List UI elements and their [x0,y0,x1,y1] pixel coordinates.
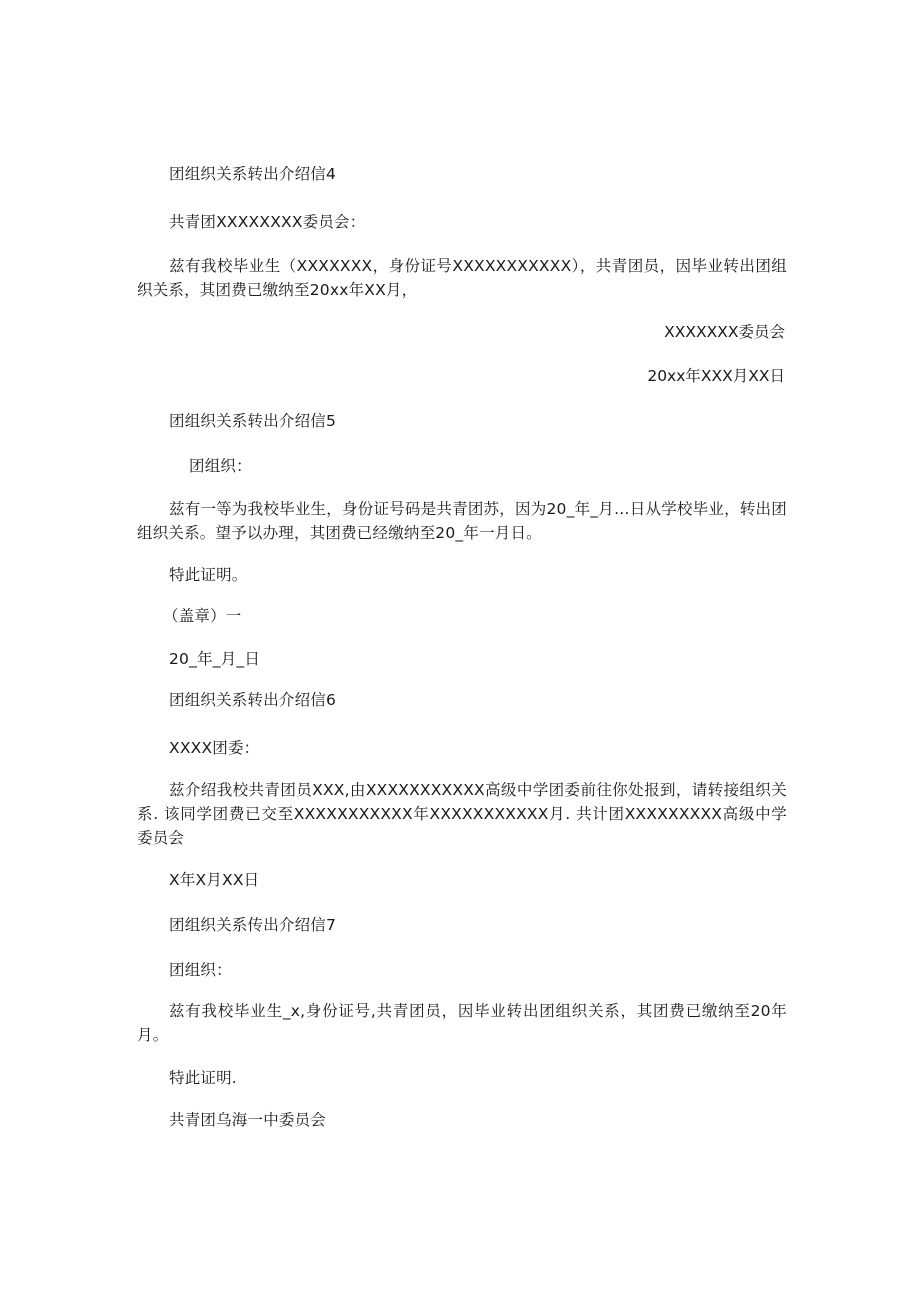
letter-7-certify: 特此证明. [169,1069,237,1087]
letter-6-body: 兹介绍我校共青团员XXX,由XXXXXXXXXXX高级中学团委前往你处报到，请转接组织关系. 该同学团费已交至XXXXXXXXXXX年XXXXXXXXXXX月. 共计团XXXXXXXXX高级中学委员会 [137,781,787,847]
letter-5-title: 团组织关系转出介绍信5 [169,412,337,430]
letter-4-date: 20xx年XXX月XX日 [647,367,785,385]
letter-5-stamp: （盖章）一 [163,607,242,625]
letter-6-salutation: XXXX团委： [169,739,260,757]
letter-7-body: 兹有我校毕业生_x,身份证号,共青团员，因毕业转出团组织关系，其团费已缴纳至20年月。 [137,1002,787,1044]
letter-6-date: X年X月XX日 [169,871,260,889]
letter-4-signature: XXXXXXX委员会 [664,323,785,341]
letter-5-date: 20_年_月_日 [169,650,261,668]
letter-5-body: 兹有一等为我校毕业生，身份证号码是共青团苏，因为20_年_月…日从学校毕业，转出团组织关系。望予以办理，其团费已经缴纳至20_年一月日。 [137,500,787,542]
letter-6-title: 团组织关系转出介绍信6 [169,691,337,709]
letter-7-salutation: 团组织： [169,961,232,979]
letter-5-salutation: 团组织： [189,457,252,475]
letter-4-salutation: 共青团XXXXXXXX委员会： [169,213,366,231]
letter-4-body: 兹有我校毕业生（XXXXXXX，身份证号XXXXXXXXXXX），共青团员，因毕业转出团组织关系，其团费已缴纳至20xx年XX月， [137,257,787,299]
letter-5-certify: 特此证明。 [169,566,248,584]
letter-7-title: 团组织关系传出介绍信7 [169,916,337,934]
letter-7-signature: 共青团乌海一中委员会 [169,1111,327,1129]
letter-4-title: 团组织关系转出介绍信4 [169,165,337,183]
